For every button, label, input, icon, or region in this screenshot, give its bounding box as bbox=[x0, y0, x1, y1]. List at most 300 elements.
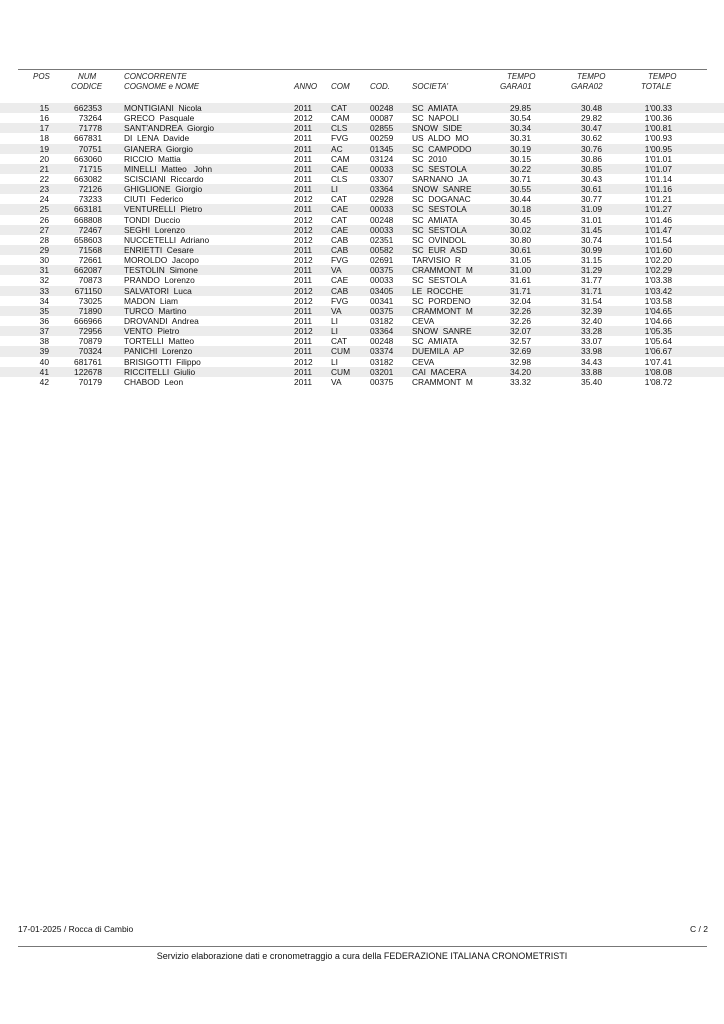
header-tempo-gara01: TEMPO bbox=[507, 72, 536, 81]
row-cod: 00582 bbox=[370, 244, 394, 255]
row-pos: 20 bbox=[39, 153, 49, 164]
row-pos: 38 bbox=[39, 336, 49, 347]
row-com: FVG bbox=[331, 295, 349, 306]
row-tempo-gara01: 32.26 bbox=[510, 305, 531, 316]
row-tempo-totale: 1'06.67 bbox=[644, 346, 672, 357]
row-tempo-gara02: 35.40 bbox=[581, 376, 602, 387]
row-com: CAM bbox=[331, 153, 350, 164]
results-table-body bbox=[0, 103, 724, 387]
row-societa: SC NAPOLI bbox=[412, 113, 460, 124]
row-tempo-totale: 1'00.95 bbox=[644, 143, 672, 154]
row-com: LI bbox=[331, 356, 338, 367]
row-anno: 2011 bbox=[294, 275, 313, 286]
row-codice: 663082 bbox=[74, 173, 102, 184]
table-row bbox=[0, 286, 724, 296]
row-cod: 00033 bbox=[370, 204, 394, 215]
row-tempo-gara02: 31.15 bbox=[581, 255, 602, 266]
row-cod: 00033 bbox=[370, 224, 394, 235]
row-codice: 73025 bbox=[78, 295, 102, 306]
row-cod: 03182 bbox=[370, 356, 394, 367]
row-codice: 70873 bbox=[78, 275, 102, 286]
row-name: SEGHI Lorenzo bbox=[124, 224, 185, 235]
row-tempo-totale: 1'08.08 bbox=[644, 366, 672, 377]
row-com: CLS bbox=[331, 173, 348, 184]
row-cod: 03374 bbox=[370, 346, 394, 357]
row-anno: 2012 bbox=[294, 255, 313, 266]
row-pos: 41 bbox=[39, 366, 49, 377]
row-tempo-gara01: 30.15 bbox=[510, 153, 531, 164]
header-com: COM bbox=[331, 82, 350, 91]
row-anno: 2012 bbox=[294, 326, 313, 337]
row-com: CAB bbox=[331, 234, 349, 245]
row-com: CUM bbox=[331, 346, 351, 357]
row-name: GIANERA Giorgio bbox=[124, 143, 193, 154]
row-pos: 30 bbox=[39, 255, 49, 266]
row-tempo-gara01: 33.32 bbox=[510, 376, 531, 387]
row-com: CAE bbox=[331, 275, 349, 286]
row-societa: SC AMIATA bbox=[412, 214, 458, 225]
row-societa: SARNANO JA bbox=[412, 173, 468, 184]
row-societa: SC CAMPODO bbox=[412, 143, 472, 154]
row-tempo-gara01: 32.69 bbox=[510, 346, 531, 357]
row-anno: 2011 bbox=[294, 103, 313, 113]
row-pos: 25 bbox=[39, 204, 49, 215]
row-anno: 2012 bbox=[294, 295, 313, 306]
row-com: CAB bbox=[331, 285, 349, 296]
row-societa: SC OVINDOL bbox=[412, 234, 466, 245]
row-codice: 71715 bbox=[78, 163, 102, 174]
row-tempo-totale: 1'03.42 bbox=[644, 285, 672, 296]
table-row bbox=[0, 113, 724, 123]
row-tempo-gara02: 30.62 bbox=[581, 133, 602, 144]
row-tempo-gara02: 33.07 bbox=[581, 336, 602, 347]
row-tempo-gara01: 32.04 bbox=[510, 295, 531, 306]
table-row bbox=[0, 194, 724, 204]
row-name: VENTO Pietro bbox=[124, 326, 180, 337]
row-tempo-totale: 1'01.16 bbox=[644, 184, 672, 195]
row-tempo-totale: 1'01.47 bbox=[644, 224, 672, 235]
row-societa: SC AMIATA bbox=[412, 103, 458, 113]
row-com: FVG bbox=[331, 133, 349, 144]
row-cod: 02855 bbox=[370, 123, 394, 134]
row-tempo-gara01: 31.00 bbox=[510, 265, 531, 276]
row-name: ENRIETTI Cesare bbox=[124, 244, 194, 255]
row-tempo-totale: 1'00.81 bbox=[644, 123, 672, 134]
row-tempo-totale: 1'01.14 bbox=[644, 173, 672, 184]
row-name: SANT'ANDREA Giorgio bbox=[124, 123, 215, 134]
row-tempo-gara01: 29.85 bbox=[510, 103, 531, 113]
row-tempo-gara01: 32.98 bbox=[510, 356, 531, 367]
row-tempo-gara01: 30.45 bbox=[510, 214, 531, 225]
row-com: CAT bbox=[331, 103, 348, 113]
row-anno: 2012 bbox=[294, 194, 313, 205]
table-row bbox=[0, 164, 724, 174]
row-cod: 03182 bbox=[370, 315, 394, 326]
header-anno: ANNO bbox=[294, 82, 318, 91]
row-societa: SC PORDENO bbox=[412, 295, 471, 306]
row-societa: CEVA bbox=[412, 315, 435, 326]
table-row bbox=[0, 204, 724, 214]
row-pos: 33 bbox=[39, 285, 49, 296]
row-codice: 662087 bbox=[74, 265, 102, 276]
row-pos: 37 bbox=[39, 326, 49, 337]
table-row bbox=[0, 123, 724, 133]
row-name: PANICHI Lorenzo bbox=[124, 346, 193, 357]
row-societa: SC SESTOLA bbox=[412, 163, 467, 174]
table-row bbox=[0, 367, 724, 377]
row-pos: 31 bbox=[39, 265, 49, 276]
row-societa: SC SESTOLA bbox=[412, 204, 467, 215]
table-row bbox=[0, 377, 724, 387]
row-codice: 72956 bbox=[78, 326, 102, 337]
row-cod: 00375 bbox=[370, 265, 394, 276]
row-tempo-totale: 1'05.35 bbox=[644, 326, 672, 337]
row-cod: 00248 bbox=[370, 103, 394, 113]
row-cod: 02691 bbox=[370, 255, 394, 266]
row-pos: 15 bbox=[39, 103, 49, 113]
row-codice: 70324 bbox=[78, 346, 102, 357]
row-name: DROVANDI Andrea bbox=[124, 315, 199, 326]
row-com: CAM bbox=[331, 113, 350, 124]
row-tempo-gara02: 30.85 bbox=[581, 163, 602, 174]
row-tempo-totale: 1'08.72 bbox=[644, 376, 672, 387]
row-pos: 19 bbox=[39, 143, 49, 154]
row-anno: 2011 bbox=[294, 376, 313, 387]
header-num: NUM bbox=[78, 72, 97, 81]
results-table-header bbox=[0, 72, 724, 94]
row-pos: 39 bbox=[39, 346, 49, 357]
table-row bbox=[0, 174, 724, 184]
row-tempo-gara01: 30.44 bbox=[510, 194, 531, 205]
row-pos: 24 bbox=[39, 194, 49, 205]
table-row bbox=[0, 357, 724, 367]
row-societa: CRAMMONT M bbox=[412, 265, 473, 276]
row-societa: US ALDO MO bbox=[412, 133, 469, 144]
row-codice: 70179 bbox=[78, 376, 102, 387]
row-pos: 28 bbox=[39, 234, 49, 245]
row-tempo-totale: 1'01.54 bbox=[644, 234, 672, 245]
row-pos: 34 bbox=[39, 295, 49, 306]
row-societa: SC EUR ASD bbox=[412, 244, 468, 255]
header-pos: POS bbox=[33, 72, 50, 81]
row-tempo-gara02: 30.61 bbox=[581, 184, 602, 195]
row-societa: CEVA bbox=[412, 356, 435, 367]
table-row bbox=[0, 346, 724, 356]
header-gara02: GARA02 bbox=[571, 82, 603, 91]
row-codice: 73264 bbox=[78, 113, 102, 124]
row-cod: 00341 bbox=[370, 295, 394, 306]
row-tempo-gara01: 30.55 bbox=[510, 184, 531, 195]
row-tempo-totale: 1'00.93 bbox=[644, 133, 672, 144]
row-cod: 00033 bbox=[370, 275, 394, 286]
row-pos: 36 bbox=[39, 315, 49, 326]
table-row bbox=[0, 316, 724, 326]
row-name: CIUTI Federico bbox=[124, 194, 184, 205]
row-pos: 35 bbox=[39, 305, 49, 316]
footer-date-place: 17-01-2025 / Rocca di Cambio bbox=[18, 924, 134, 934]
row-name: TURCO Martino bbox=[124, 305, 187, 316]
row-societa: CRAMMONT M bbox=[412, 305, 473, 316]
row-anno: 2011 bbox=[294, 346, 313, 357]
row-tempo-gara02: 30.74 bbox=[581, 234, 602, 245]
table-row bbox=[0, 255, 724, 265]
header-codice: CODICE bbox=[71, 82, 103, 91]
row-codice: 681761 bbox=[74, 356, 102, 367]
row-anno: 2011 bbox=[294, 265, 313, 276]
row-societa: SC 2010 bbox=[412, 153, 447, 164]
row-com: LI bbox=[331, 184, 338, 195]
row-pos: 21 bbox=[39, 163, 49, 174]
header-gara01: GARA01 bbox=[500, 82, 532, 91]
row-anno: 2012 bbox=[294, 285, 313, 296]
table-row bbox=[0, 336, 724, 346]
row-com: CUM bbox=[331, 366, 351, 377]
header-top-rule bbox=[18, 69, 707, 70]
row-pos: 17 bbox=[39, 123, 49, 134]
row-tempo-gara01: 30.61 bbox=[510, 244, 531, 255]
row-name: TONDI Duccio bbox=[124, 214, 181, 225]
row-tempo-gara02: 31.45 bbox=[581, 224, 602, 235]
row-com: LI bbox=[331, 315, 338, 326]
row-com: AC bbox=[331, 143, 343, 154]
row-cod: 03124 bbox=[370, 153, 394, 164]
row-tempo-gara01: 30.80 bbox=[510, 234, 531, 245]
row-name: NUCCETELLI Adriano bbox=[124, 234, 210, 245]
row-name: TORTELLI Matteo bbox=[124, 336, 194, 347]
row-com: VA bbox=[331, 305, 342, 316]
table-row bbox=[0, 245, 724, 255]
row-com: LI bbox=[331, 326, 338, 337]
row-societa: SC SESTOLA bbox=[412, 275, 467, 286]
row-anno: 2011 bbox=[294, 244, 313, 255]
row-cod: 00375 bbox=[370, 305, 394, 316]
table-row bbox=[0, 225, 724, 235]
row-tempo-gara01: 30.34 bbox=[510, 123, 531, 134]
row-tempo-gara02: 34.43 bbox=[581, 356, 602, 367]
row-tempo-totale: 1'03.38 bbox=[644, 275, 672, 286]
row-tempo-gara02: 31.54 bbox=[581, 295, 602, 306]
row-tempo-totale: 1'03.58 bbox=[644, 295, 672, 306]
row-anno: 2011 bbox=[294, 315, 313, 326]
row-tempo-totale: 1'02.29 bbox=[644, 265, 672, 276]
table-row bbox=[0, 235, 724, 245]
table-row bbox=[0, 144, 724, 154]
row-tempo-gara01: 31.71 bbox=[510, 285, 531, 296]
row-pos: 32 bbox=[39, 275, 49, 286]
table-row bbox=[0, 133, 724, 143]
row-anno: 2011 bbox=[294, 366, 313, 377]
row-codice: 73233 bbox=[78, 194, 102, 205]
table-row bbox=[0, 296, 724, 306]
row-tempo-totale: 1'01.21 bbox=[644, 194, 672, 205]
row-societa: SNOW SANRE bbox=[412, 184, 472, 195]
header-cognome-nome: COGNOME e NOME bbox=[124, 82, 200, 91]
row-tempo-gara02: 30.77 bbox=[581, 194, 602, 205]
row-name: RICCITELLI Giulio bbox=[124, 366, 196, 377]
row-tempo-gara02: 31.01 bbox=[581, 214, 602, 225]
row-tempo-gara02: 32.39 bbox=[581, 305, 602, 316]
row-codice: 72467 bbox=[78, 224, 102, 235]
row-anno: 2011 bbox=[294, 163, 313, 174]
row-anno: 2012 bbox=[294, 113, 313, 124]
row-name: MONTIGIANI Nicola bbox=[124, 103, 202, 113]
row-tempo-gara02: 30.99 bbox=[581, 244, 602, 255]
row-cod: 00087 bbox=[370, 113, 394, 124]
row-anno: 2011 bbox=[294, 153, 313, 164]
row-codice: 71778 bbox=[78, 123, 102, 134]
row-anno: 2011 bbox=[294, 143, 313, 154]
row-pos: 40 bbox=[39, 356, 49, 367]
row-codice: 658603 bbox=[74, 234, 102, 245]
row-cod: 02928 bbox=[370, 194, 394, 205]
row-tempo-totale: 1'02.20 bbox=[644, 255, 672, 266]
row-codice: 71890 bbox=[78, 305, 102, 316]
header-cod: COD. bbox=[370, 82, 390, 91]
row-cod: 03364 bbox=[370, 184, 394, 195]
row-name: PRANDO Lorenzo bbox=[124, 275, 195, 286]
row-tempo-gara02: 29.82 bbox=[581, 113, 602, 124]
header-concorrente: CONCORRENTE bbox=[124, 72, 187, 81]
row-tempo-gara02: 31.09 bbox=[581, 204, 602, 215]
row-pos: 23 bbox=[39, 184, 49, 195]
row-tempo-gara02: 30.76 bbox=[581, 143, 602, 154]
table-row bbox=[0, 215, 724, 225]
row-anno: 2012 bbox=[294, 224, 313, 235]
header-totale: TOTALE bbox=[641, 82, 672, 91]
row-codice: 71568 bbox=[78, 244, 102, 255]
row-tempo-totale: 1'01.01 bbox=[644, 153, 672, 164]
row-pos: 42 bbox=[39, 376, 49, 387]
row-tempo-gara01: 31.61 bbox=[510, 275, 531, 286]
row-name: GRECO Pasquale bbox=[124, 113, 195, 124]
row-tempo-gara02: 30.86 bbox=[581, 153, 602, 164]
row-tempo-gara01: 30.02 bbox=[510, 224, 531, 235]
row-cod: 00033 bbox=[370, 163, 394, 174]
row-cod: 00248 bbox=[370, 336, 394, 347]
row-cod: 00375 bbox=[370, 376, 394, 387]
row-societa: SC SESTOLA bbox=[412, 224, 467, 235]
row-anno: 2011 bbox=[294, 204, 313, 215]
row-cod: 00259 bbox=[370, 133, 394, 144]
row-com: CAT bbox=[331, 214, 348, 225]
row-anno: 2011 bbox=[294, 123, 313, 134]
row-codice: 667831 bbox=[74, 133, 102, 144]
row-tempo-gara01: 30.71 bbox=[510, 173, 531, 184]
row-com: VA bbox=[331, 265, 342, 276]
row-anno: 2011 bbox=[294, 336, 313, 347]
row-com: CAE bbox=[331, 163, 349, 174]
row-tempo-gara02: 30.47 bbox=[581, 123, 602, 134]
row-tempo-totale: 1'07.41 bbox=[644, 356, 672, 367]
row-codice: 70879 bbox=[78, 336, 102, 347]
row-codice: 70751 bbox=[78, 143, 102, 154]
row-com: CAE bbox=[331, 224, 349, 235]
row-pos: 29 bbox=[39, 244, 49, 255]
row-cod: 03364 bbox=[370, 326, 394, 337]
table-row bbox=[0, 326, 724, 336]
row-societa: SC AMIATA bbox=[412, 336, 458, 347]
row-name: MADON Liam bbox=[124, 295, 178, 306]
table-row bbox=[0, 275, 724, 285]
row-cod: 00248 bbox=[370, 214, 394, 225]
header-tempo-totale: TEMPO bbox=[648, 72, 677, 81]
row-tempo-gara01: 34.20 bbox=[510, 366, 531, 377]
row-name: VENTURELLI Pietro bbox=[124, 204, 203, 215]
row-tempo-gara02: 31.77 bbox=[581, 275, 602, 286]
row-name: CHABOD Leon bbox=[124, 376, 184, 387]
row-tempo-gara02: 31.29 bbox=[581, 265, 602, 276]
row-tempo-totale: 1'01.27 bbox=[644, 204, 672, 215]
table-row bbox=[0, 103, 724, 113]
row-cod: 03201 bbox=[370, 366, 394, 377]
header-societa: SOCIETA' bbox=[412, 82, 449, 91]
row-societa: TARVISIO R bbox=[412, 255, 462, 266]
row-tempo-gara01: 32.07 bbox=[510, 326, 531, 337]
row-tempo-totale: 1'00.33 bbox=[644, 103, 672, 113]
row-name: DI LENA Davide bbox=[124, 133, 190, 144]
row-com: CAT bbox=[331, 194, 348, 205]
row-pos: 26 bbox=[39, 214, 49, 225]
row-anno: 2011 bbox=[294, 305, 313, 316]
row-codice: 668808 bbox=[74, 214, 102, 225]
row-codice: 663060 bbox=[74, 153, 102, 164]
row-name: SALVATORI Luca bbox=[124, 285, 192, 296]
row-name: RICCIO Mattia bbox=[124, 153, 181, 164]
row-com: CAB bbox=[331, 244, 349, 255]
row-tempo-gara02: 32.40 bbox=[581, 315, 602, 326]
row-anno: 2012 bbox=[294, 214, 313, 225]
row-name: MINELLI Matteo John bbox=[124, 163, 212, 174]
footer-service-credit: Servizio elaborazione dati e cronometraggio a cura della FEDERAZIONE ITALIANA CRONOMETRISTI bbox=[156, 951, 568, 961]
row-tempo-totale: 1'05.64 bbox=[644, 336, 672, 347]
row-tempo-gara02: 33.88 bbox=[581, 366, 602, 377]
row-societa: LE ROCCHE bbox=[412, 285, 464, 296]
row-codice: 666966 bbox=[74, 315, 102, 326]
row-cod: 01345 bbox=[370, 143, 394, 154]
row-codice: 663181 bbox=[74, 204, 102, 215]
row-codice: 671150 bbox=[74, 285, 102, 296]
row-pos: 16 bbox=[39, 113, 49, 124]
row-tempo-gara01: 30.22 bbox=[510, 163, 531, 174]
row-tempo-totale: 1'01.07 bbox=[644, 163, 672, 174]
row-name: MOROLDO Jacopo bbox=[124, 255, 199, 266]
row-codice: 72126 bbox=[78, 184, 102, 195]
row-tempo-totale: 1'04.65 bbox=[644, 305, 672, 316]
row-codice: 662353 bbox=[74, 103, 102, 113]
row-societa: SNOW SIDE bbox=[412, 123, 463, 134]
row-anno: 2012 bbox=[294, 356, 313, 367]
row-societa: SNOW SANRE bbox=[412, 326, 472, 337]
table-row bbox=[0, 154, 724, 164]
row-anno: 2012 bbox=[294, 234, 313, 245]
row-codice: 72661 bbox=[78, 255, 102, 266]
row-com: CLS bbox=[331, 123, 348, 134]
row-cod: 02351 bbox=[370, 234, 394, 245]
row-name: SCISCIANI Riccardo bbox=[124, 173, 204, 184]
table-row bbox=[0, 265, 724, 275]
row-tempo-totale: 1'01.46 bbox=[644, 214, 672, 225]
row-pos: 18 bbox=[39, 133, 49, 144]
row-pos: 27 bbox=[39, 224, 49, 235]
footer-page-number: C / 2 bbox=[690, 924, 708, 934]
row-com: FVG bbox=[331, 255, 349, 266]
row-societa: SC DOGANAC bbox=[412, 194, 471, 205]
row-name: GHIGLIONE Giorgio bbox=[124, 184, 203, 195]
row-tempo-gara01: 30.18 bbox=[510, 204, 531, 215]
row-com: CAE bbox=[331, 204, 349, 215]
row-tempo-totale: 1'01.60 bbox=[644, 244, 672, 255]
table-row bbox=[0, 184, 724, 194]
